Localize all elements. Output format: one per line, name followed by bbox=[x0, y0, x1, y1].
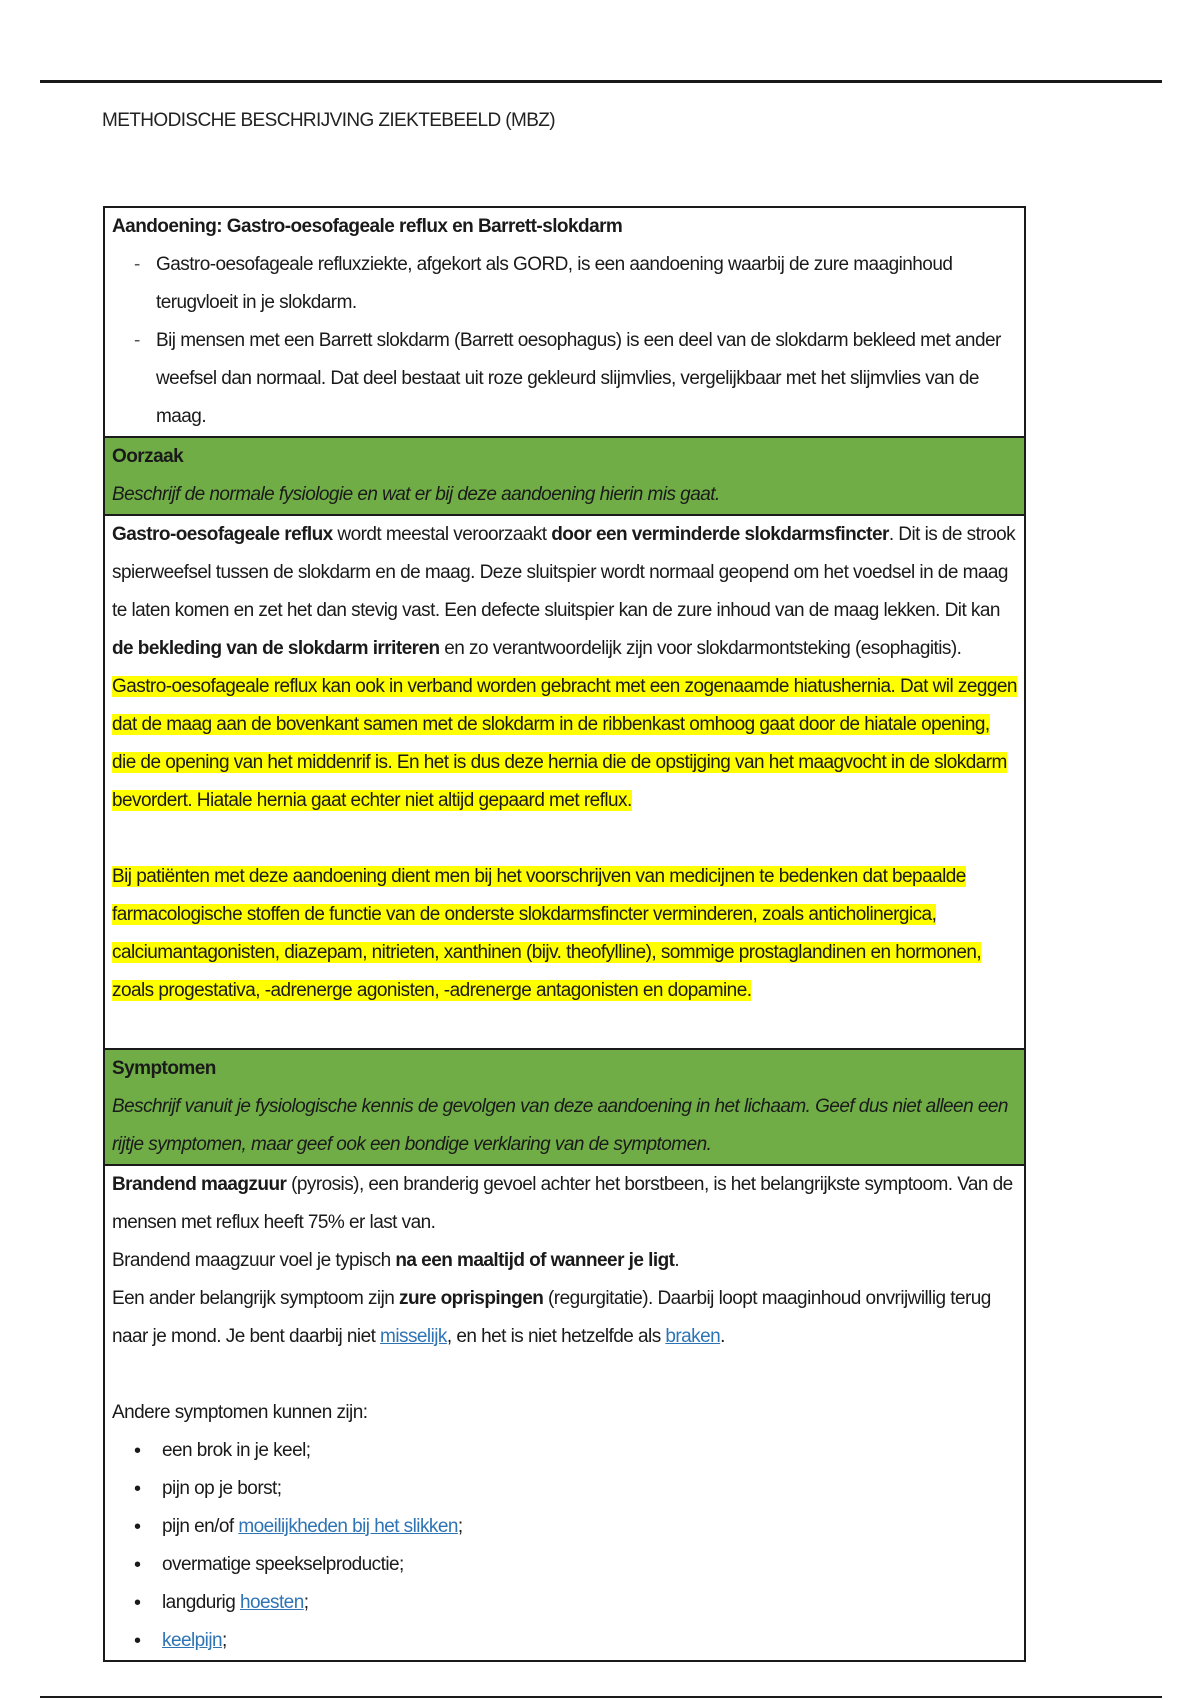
text-run: overmatige speekselproductie; bbox=[162, 1554, 404, 1575]
oorzaak-header-row bbox=[105, 438, 1024, 516]
list-item bbox=[162, 1508, 1018, 1546]
text-run: pijn op je borst; bbox=[162, 1478, 282, 1499]
list-item bbox=[162, 1470, 1018, 1508]
bottom-rule bbox=[40, 1696, 1162, 1698]
text-run: (pyrosis), een branderig gevoel achter het borstbeen, is het belangrijkste symptoom. Van de mensen met reflux heeft 75% er last van. bbox=[112, 1174, 1013, 1233]
bold-text: na een maaltijd of wanneer je ligt bbox=[395, 1250, 675, 1271]
page-title: METHODISCHE BESCHRIJVING ZIEKTEBEELD (MBZ) bbox=[102, 110, 556, 131]
text-run: ; bbox=[303, 1592, 309, 1613]
spacer bbox=[112, 820, 1018, 858]
symptomen-instruction: Beschrijf vanuit je fysiologische kennis de gevolgen van deze aandoening in het lichaam. Geef dus niet alleen een rijtje symptomen, maar geef ook een bondige verklaring van de symptomen. bbox=[112, 1096, 1008, 1155]
misselijk-link[interactable]: misselijk bbox=[380, 1326, 447, 1347]
bold-text: zure oprispingen bbox=[399, 1288, 544, 1309]
symptomen-paragraph-2 bbox=[112, 1242, 1018, 1280]
symptom-list-intro: Andere symptomen kunnen zijn: bbox=[112, 1402, 368, 1423]
list-item bbox=[162, 1432, 1018, 1470]
text-run: . Dit is de strook spierweefsel tussen de slokdarm en de maag. Deze sluitspier wordt normaal geopend om het voedsel in de maag te laten komen en zet het dan stevig vast. Een defecte sluitspier kan de zure inhoud van de maag lekken. Dit kan bbox=[112, 524, 1016, 621]
spacer bbox=[112, 1010, 1018, 1048]
oorzaak-heading: Oorzaak bbox=[112, 446, 184, 467]
symptomen-header-row bbox=[105, 1050, 1024, 1166]
text-run: wordt meestal veroorzaakt bbox=[332, 524, 552, 545]
oorzaak-instruction: Beschrijf de normale fysiologie en wat er bij deze aandoening hierin mis gaat. bbox=[112, 484, 720, 505]
mbz-table bbox=[103, 206, 1026, 1662]
symptom-list bbox=[112, 1432, 1018, 1660]
bold-text: Brandend maagzuur bbox=[112, 1174, 287, 1195]
top-rule bbox=[40, 80, 1162, 83]
text-run: Een ander belangrijk symptoom zijn bbox=[112, 1288, 400, 1309]
symptomen-heading: Symptomen bbox=[112, 1058, 216, 1079]
text-run: en zo verantwoordelijk zijn voor slokdarmontsteking (esophagitis). bbox=[439, 638, 962, 659]
text-run: , en het is niet hetzelfde als bbox=[446, 1326, 666, 1347]
bold-text: de bekleding van de slokdarm irriteren bbox=[112, 638, 440, 659]
highlighted-text: Bij patiënten met deze aandoening dient men bij het voorschrijven van medicijnen te bedenken dat bepaalde farmacologische stoffen de functie van de onderste slokdarmsfincter verminderen, zoals anticholinergica, calciumantagonisten, diazepam, nitrieten, xanthinen (bijv. theofylline), sommige prostaglandinen en hormonen, zoals progestativa, -adrenerge agonisten, -adrenerge antagonisten en dopamine. bbox=[112, 866, 982, 1001]
text-run: ; bbox=[222, 1630, 227, 1651]
list-item bbox=[162, 1546, 1018, 1584]
symptomen-content-row bbox=[105, 1166, 1024, 1660]
list-item bbox=[162, 1622, 1018, 1660]
text-run: pijn en/of bbox=[162, 1516, 239, 1537]
oorzaak-paragraph-2 bbox=[112, 668, 1018, 820]
oorzaak-content-row bbox=[105, 516, 1024, 1050]
bold-text: Gastro-oesofageale reflux bbox=[112, 524, 333, 545]
symptomen-paragraph-3 bbox=[112, 1280, 1018, 1356]
aandoening-bullet: - Gastro-oesofageale refluxziekte, afgekort als GORD, is een aandoening waarbij de zure maaginhoud terugvloeit in je slokdarm. bbox=[156, 246, 1018, 322]
aandoening-row bbox=[105, 208, 1024, 438]
list-item bbox=[162, 1584, 1018, 1622]
text-run: langdurig bbox=[162, 1592, 240, 1613]
bold-text: door een verminderde slokdarmsfincter bbox=[551, 524, 889, 545]
braken-link[interactable]: braken bbox=[665, 1326, 721, 1347]
hoesten-link[interactable]: hoesten bbox=[239, 1592, 304, 1613]
highlighted-text: Gastro-oesofageale reflux kan ook in verband worden gebracht met een zogenaamde hiatushernia. Dat wil zeggen dat de maag aan de bovenkant samen met de slokdarm in de ribbenkast omhoog gaat door de hiatale opening, die de opening van het middenrif is. En het is dus deze hernia die de opstijging van het maagvocht in de slokdarm bevordert. Hiatale hernia gaat echter niet altijd gepaard met reflux. bbox=[112, 676, 1017, 811]
text-run: (regurgitatie). Daarbij loopt maaginhoud onvrijwillig terug naar je mond. Je bent daarbij niet bbox=[112, 1288, 991, 1347]
text-run: Brandend maagzuur voel je typisch bbox=[112, 1250, 396, 1271]
slikken-link[interactable]: moeilijkheden bij het slikken bbox=[238, 1516, 458, 1537]
aandoening-label: Aandoening: Gastro-oesofageale reflux en Barrett-slokdarm bbox=[112, 216, 623, 237]
symptomen-paragraph-1 bbox=[112, 1166, 1018, 1242]
text-run: een brok in je keel; bbox=[162, 1440, 311, 1461]
aandoening-bullet: - Bij mensen met een Barrett slokdarm (Barrett oesophagus) is een deel van de slokdarm bekleed met ander weefsel dan normaal. Dat deel bestaat uit roze gekleurd slijmvlies, vergelijkbaar met het slijmvlies van de maag. bbox=[156, 322, 1018, 436]
text-run: . bbox=[674, 1250, 680, 1271]
text-run: . bbox=[720, 1326, 725, 1347]
spacer bbox=[112, 1356, 1018, 1394]
keelpijn-link[interactable]: keelpijn bbox=[162, 1630, 223, 1651]
oorzaak-paragraph-1 bbox=[112, 516, 1018, 668]
aandoening-list bbox=[112, 246, 1018, 436]
text-run: ; bbox=[457, 1516, 463, 1537]
oorzaak-paragraph-3 bbox=[112, 858, 1018, 1010]
